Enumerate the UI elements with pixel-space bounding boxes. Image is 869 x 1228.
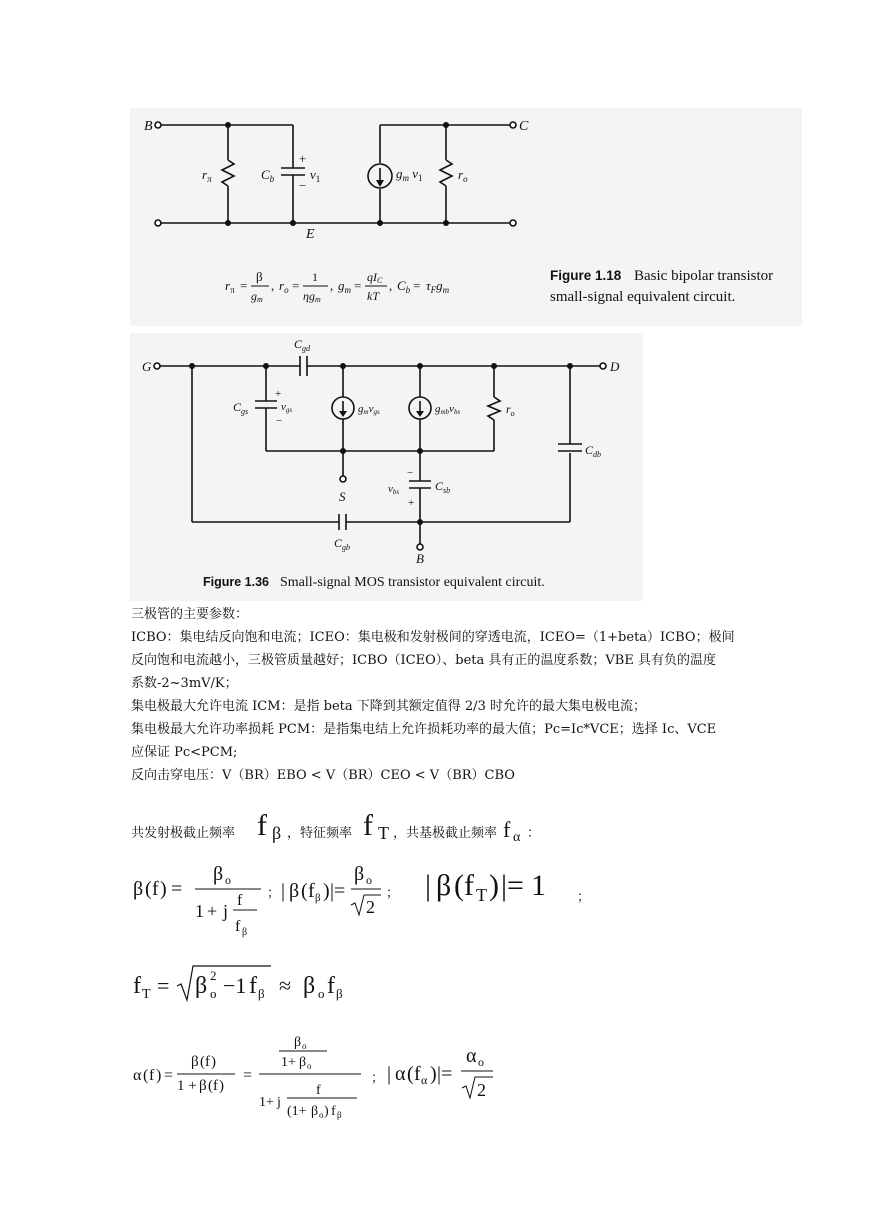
svg-text:f: f [149, 1067, 155, 1084]
svg-text:α: α [421, 1073, 428, 1087]
svg-text:gm: $g_m$ [338, 278, 351, 295]
svg-text:1 +: 1 + [177, 1078, 197, 1094]
svg-text:|=: |= [330, 880, 346, 902]
svg-text:(: ( [145, 878, 152, 900]
svg-text:f: f [257, 809, 267, 842]
equation-beta [131, 855, 651, 945]
svg-text:o: o [366, 873, 372, 887]
svg-text:f: f [316, 1083, 321, 1098]
svg-text:(: ( [454, 869, 464, 902]
svg-text:kT: kT [367, 289, 379, 303]
node-b-label: B [144, 119, 153, 134]
svg-text:β: β [258, 986, 265, 1001]
svg-text:，共基极截止频率: ，共基极截止频率 [393, 825, 498, 840]
svg-text:f: f [235, 918, 241, 935]
svg-text:): ) [219, 1078, 224, 1094]
svg-text:β: β [195, 973, 208, 999]
figure-1-36-caption: Small-signal MOS transistor equivalent circuit. [280, 575, 545, 590]
equation-ft [131, 958, 451, 1008]
vbs-minus: − [407, 467, 414, 479]
svg-text:2: 2 [210, 968, 217, 983]
text-line-8: 反向击穿电压：V（BR）EBO < V（BR）CEO < V（BR）CBO [131, 768, 515, 783]
plus-sign: + [299, 151, 307, 166]
svg-text:o: o [478, 1055, 484, 1069]
svg-text:β: β [213, 863, 224, 885]
node-c-label: C [519, 119, 529, 134]
gm-vgs-label: gmvgs [358, 403, 380, 416]
svg-text:β: β [337, 1110, 342, 1120]
svg-text:τFgm: $\tau_Fg_m$ [426, 278, 450, 295]
svg-text:(: ( [407, 1063, 414, 1085]
svg-text:): ) [489, 869, 499, 902]
svg-text:T: T [476, 885, 487, 905]
svg-text:qIC: qIC [367, 270, 383, 285]
svg-text:o: o [302, 1041, 307, 1051]
svg-text:|: | [425, 869, 432, 902]
vgs-plus: + [275, 388, 282, 400]
svg-text:=: = [292, 278, 300, 293]
cgb-label: $C_{gb}$ [334, 536, 351, 552]
text-line-6: 集电极最大允许功率损耗 PCM：是指集电结上允许损耗功率的最大值；Pc=Ic*VCE；选择 Ic、VCE [131, 722, 717, 737]
svg-text:β: β [242, 927, 248, 938]
svg-text:(: ( [200, 1054, 205, 1070]
svg-text:≈: ≈ [279, 973, 292, 998]
svg-text:gm: gm [251, 289, 263, 304]
separator-4: ； [371, 1070, 385, 1085]
svg-text:ηgm: ηgm [303, 289, 321, 304]
svg-text:β: β [303, 973, 316, 999]
node-e-label: E [306, 227, 315, 242]
svg-text:β: β [289, 880, 300, 902]
vgs-minus: − [276, 415, 283, 427]
svg-text:o: o [318, 986, 325, 1001]
svg-text:,: , [389, 278, 393, 293]
cgs-label: $C_{gs}$ [233, 400, 249, 416]
cgd-label: $C_{gd}$ [294, 337, 311, 353]
svg-text:(1+: (1+ [287, 1104, 307, 1119]
svg-text:f: f [503, 817, 511, 842]
equation-alpha [131, 1030, 551, 1130]
svg-text:β: β [133, 878, 144, 900]
svg-text:=: = [171, 878, 183, 900]
parameters-text [131, 603, 803, 787]
svg-text:,: , [330, 278, 334, 293]
figure-bipolar-circuit [130, 108, 802, 326]
svg-text:=: = [354, 278, 362, 293]
svg-text:f: f [308, 880, 315, 902]
svg-text:(: ( [208, 1078, 213, 1094]
svg-text:o: o [210, 986, 217, 1001]
node-g-label: G [142, 359, 152, 374]
svg-text:|: | [281, 880, 286, 902]
mos-circuit-diagram [130, 333, 643, 601]
minus-sign: − [299, 178, 307, 193]
figure-1-18-label: Figure 1.18 [550, 268, 622, 283]
svg-text:f: f [327, 973, 335, 999]
svg-text:α: α [133, 1067, 142, 1084]
svg-text:1+: 1+ [281, 1055, 296, 1070]
figure-1-36-label: Figure 1.36 [203, 575, 269, 589]
ro-label: $r_o$ [506, 402, 515, 418]
svg-text:α: α [466, 1045, 477, 1067]
svg-text:rπ: $r_\pi$ [225, 278, 235, 295]
svg-text:): ) [430, 1063, 437, 1085]
csb-label: $C_{sb}$ [435, 479, 451, 495]
separator-3: ； [577, 889, 591, 904]
svg-text:2: 2 [366, 897, 375, 917]
svg-text:|=: |= [501, 869, 524, 902]
svg-text:β: β [354, 863, 365, 885]
svg-text:o: o [225, 873, 231, 887]
vgs-label: vgs [281, 401, 293, 414]
svg-text:(: ( [143, 1067, 149, 1084]
text-line-7: 应保证 Pc<PCM; [131, 745, 238, 760]
svg-text:(: ( [301, 880, 308, 902]
svg-text:=: = [164, 1067, 174, 1084]
text-line-4: 系数-2~3mV/K； [131, 676, 238, 691]
node-d-label: D [610, 359, 620, 374]
svg-text:f: f [414, 1063, 421, 1085]
vbs-label: vbs [388, 483, 400, 496]
svg-text:f: f [363, 809, 373, 842]
svg-text:β: β [311, 1104, 319, 1119]
svg-text:f: f [152, 878, 159, 900]
svg-text:f: f [213, 1078, 218, 1094]
svg-text:1: 1 [531, 869, 546, 902]
svg-text:β: β [315, 892, 321, 904]
svg-text:β: β [272, 823, 282, 843]
svg-text:2: 2 [477, 1080, 486, 1100]
svg-text:α: α [513, 830, 521, 845]
svg-text:f: f [331, 1104, 336, 1119]
svg-text:): ) [156, 1067, 162, 1084]
node-s-label: S [339, 489, 346, 504]
figure-mos-circuit [130, 333, 643, 601]
svg-text:1: 1 [312, 270, 318, 284]
svg-text:o: o [307, 1061, 312, 1071]
svg-text:β: β [256, 269, 263, 284]
frequency-intro [131, 795, 631, 845]
svg-text:β: β [299, 1055, 307, 1070]
svg-text:+: + [207, 901, 218, 921]
svg-text:f: f [237, 892, 243, 909]
ro-label: $r_o$ [458, 167, 468, 184]
svg-text:o: o [319, 1110, 324, 1120]
svg-text:f: f [464, 869, 474, 902]
svg-text:ro: $r_o$ [279, 278, 289, 295]
svg-text:：: ： [527, 825, 541, 840]
cdb-label: $C_{db}$ [585, 443, 602, 459]
svg-text:T: T [378, 823, 389, 843]
svg-text:，特征频率: ，特征频率 [287, 825, 353, 840]
svg-text:f: f [249, 973, 257, 999]
text-line-5: 集电极最大允许电流 ICM：是指 beta 下降到其额定值得 2/3 时允许的最大集电极电流； [131, 699, 646, 714]
text-line-3: 反向饱和电流越小，三极管质量越好；ICBO（ICEO）、beta 具有正的温度系数；VBE 具有负的温度 [131, 653, 716, 668]
svg-text:=: = [243, 1067, 253, 1084]
text-line-2: ICBO：集电结反向饱和电流；ICEO：集电极和发射极间的穿透电流，ICEO=（1+beta）ICBO；极间 [131, 630, 735, 645]
bipolar-circuit-diagram [130, 108, 802, 326]
separator-1: ； [267, 885, 281, 900]
svg-text:=: = [413, 278, 421, 293]
gmb-vbs-label: gmbvbs [435, 403, 461, 416]
svg-text:): ) [211, 1054, 216, 1070]
svg-text:1+: 1+ [259, 1095, 274, 1110]
svg-text:β: β [294, 1035, 302, 1050]
separator-2: ； [386, 885, 400, 900]
vbs-plus: + [408, 497, 415, 509]
svg-text:β: β [199, 1078, 207, 1094]
svg-text:β: β [191, 1054, 199, 1070]
svg-text:j: j [277, 1095, 281, 1110]
svg-text:β: β [436, 869, 452, 902]
svg-text:T: T [142, 987, 151, 1002]
r-pi-label: $r_\pi$ [202, 167, 212, 184]
figure-1-18-caption-line2: small-signal equivalent circuit. [550, 289, 736, 305]
svg-text:f: f [205, 1054, 210, 1070]
svg-text:f: f [133, 973, 141, 999]
svg-text:Cb: $C_b$ [397, 278, 411, 295]
svg-text:1: 1 [195, 901, 204, 921]
svg-text:): ) [160, 878, 167, 900]
svg-text:=: = [240, 278, 248, 293]
svg-text:,: , [271, 278, 275, 293]
svg-text:j: j [223, 901, 229, 921]
svg-text:): ) [324, 1104, 329, 1119]
cb-label: $C_b$ [261, 167, 275, 184]
svg-text:−1: −1 [223, 973, 247, 998]
svg-text:共发射极截止频率: 共发射极截止频率 [131, 825, 236, 840]
svg-text:): ) [323, 880, 330, 902]
svg-text:|=: |= [437, 1063, 453, 1085]
svg-text:β: β [336, 986, 343, 1001]
v1-label: $v_1$ [310, 167, 321, 184]
svg-text:α: α [395, 1063, 406, 1085]
text-line-1: 三极管的主要参数： [131, 607, 249, 622]
gm-v1-label: $g_m$ $v_1$ [396, 166, 423, 183]
svg-text:|: | [387, 1063, 392, 1085]
figure-1-18-caption: Basic bipolar transistor [634, 268, 774, 284]
svg-text:=: = [157, 973, 170, 998]
node-b-label: B [416, 551, 424, 566]
bipolar-formula [225, 269, 450, 304]
